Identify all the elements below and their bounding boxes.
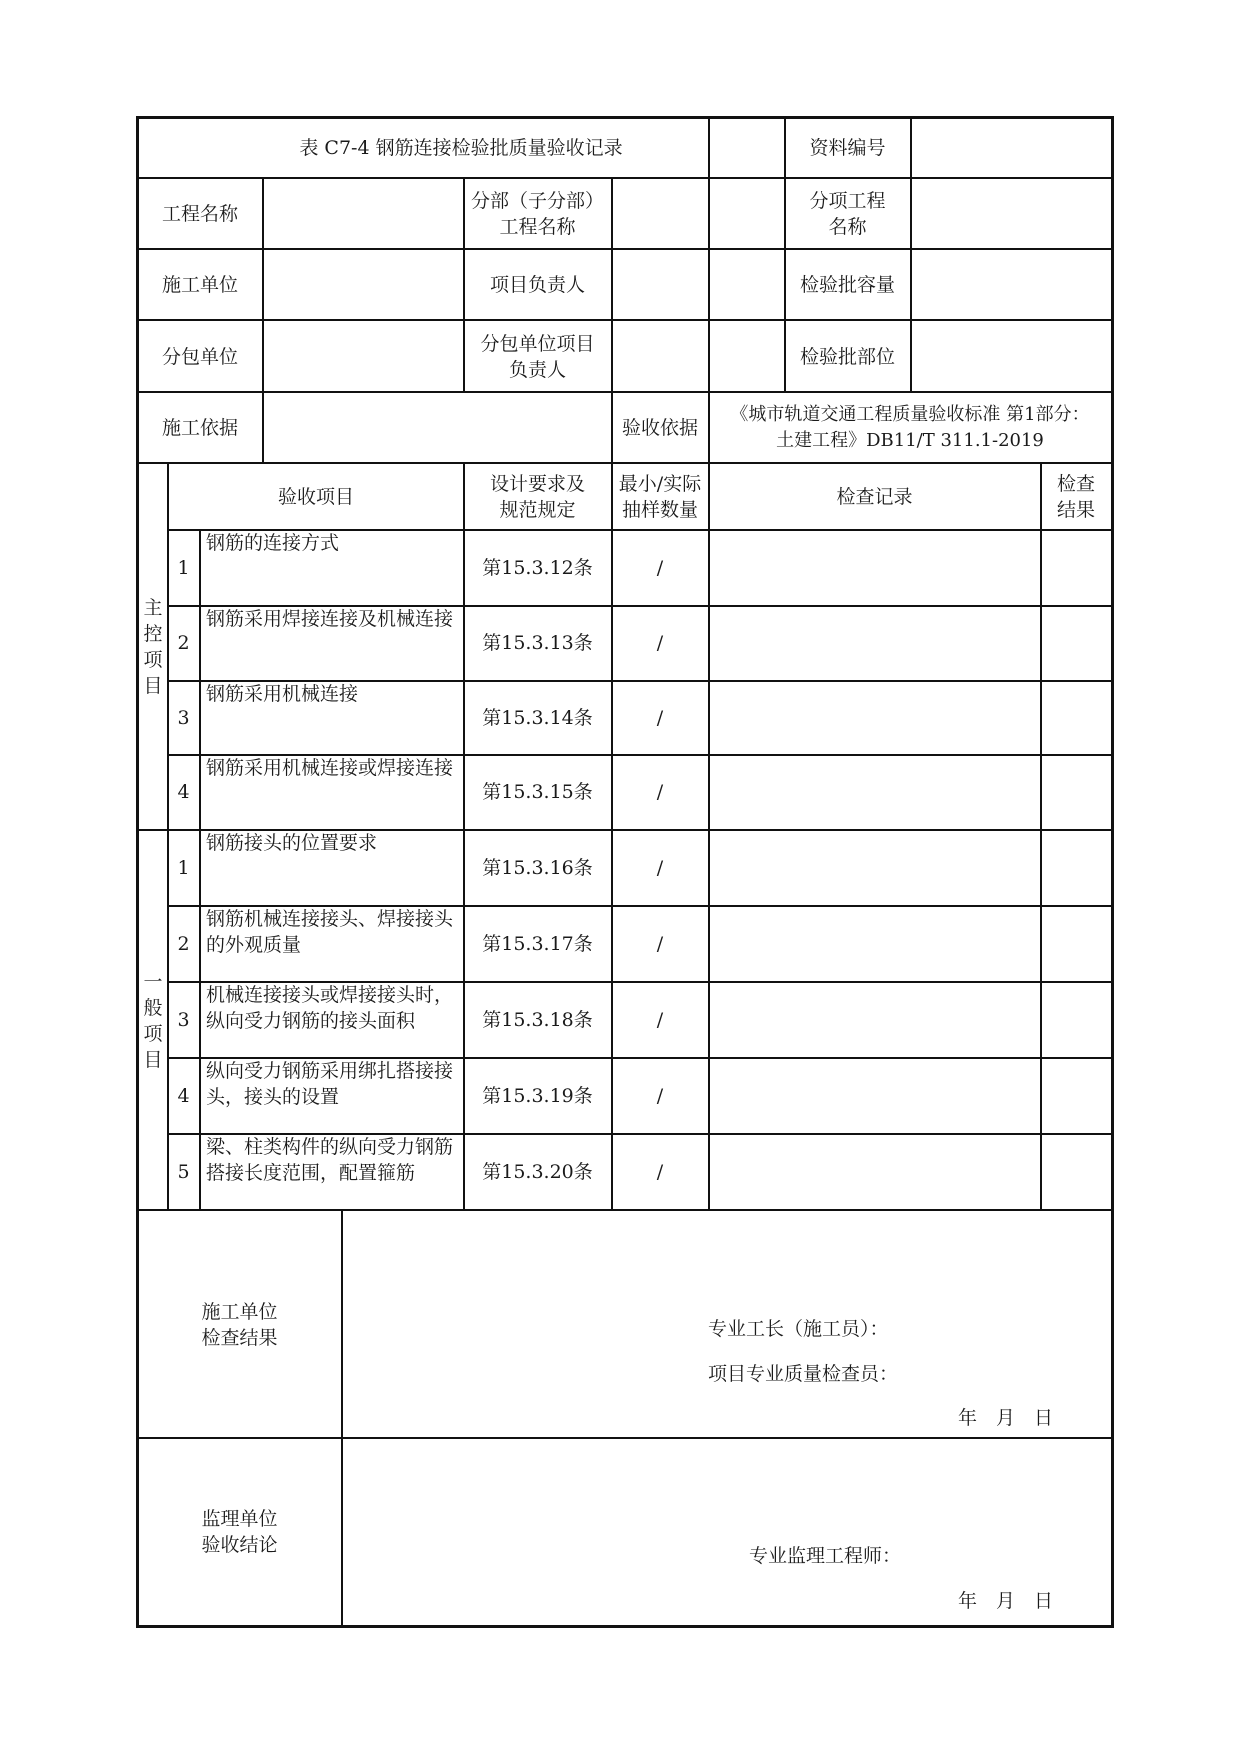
foreman-signature-label: 专业工长（施工员）： [708, 1318, 889, 1340]
batch-capacity-field[interactable] [911, 250, 1111, 320]
item-name [200, 1058, 463, 1133]
item-name-line: 搭接长度范围，配置箍筋 [206, 1162, 416, 1184]
project-manager-label: 项目负责人 [489, 274, 585, 296]
item-check-record[interactable] [709, 830, 1040, 905]
item-clause: 第15.3.13条 [482, 632, 593, 654]
item-sample-count[interactable]: / [656, 1008, 664, 1031]
item-sample-count[interactable]: / [656, 1160, 664, 1183]
item-name-line: 头，接头的设置 [206, 1086, 340, 1108]
item-check-result[interactable] [1041, 1058, 1111, 1133]
header-sample: 最小/实际 抽样数量 [618, 473, 702, 521]
item-name-line: 钢筋接头的位置要求 [206, 832, 378, 854]
item-clause: 第15.3.17条 [482, 932, 593, 955]
item-check-record[interactable] [709, 906, 1040, 981]
item-name [200, 606, 463, 680]
item-clause: 第15.3.16条 [482, 856, 593, 879]
sub-item-field[interactable] [911, 179, 1111, 249]
item-name-line: 钢筋采用焊接连接及机械连接 [206, 608, 454, 630]
item-clause: 第15.3.15条 [482, 781, 593, 803]
doc-no-field[interactable] [911, 118, 1111, 178]
item-name-line: 钢筋的连接方式 [206, 532, 340, 554]
item-number: 5 [177, 1160, 190, 1183]
sub-division-field[interactable] [612, 179, 784, 249]
header-design-req: 设计要求及 规范规定 [489, 473, 585, 521]
item-check-result[interactable] [1041, 982, 1111, 1057]
subcontract-unit-field[interactable] [263, 321, 463, 392]
general-group-label: 一 般 项 目 [143, 970, 163, 1071]
project-name-field[interactable] [263, 179, 463, 249]
item-sample-count[interactable]: / [656, 856, 664, 879]
construction-check-date: 年 月 日 [958, 1407, 1054, 1429]
sub-division-label: 分部（子分部） 工程名称 [470, 190, 604, 238]
batch-location-field[interactable] [911, 321, 1111, 392]
subcontract-unit-label: 分包单位 [161, 345, 238, 368]
item-clause: 第15.3.20条 [482, 1160, 593, 1183]
supervision-label: 监理单位 验收结论 [201, 1508, 278, 1556]
item-check-result[interactable] [1041, 1134, 1111, 1209]
main-control-group-label: 主 控 项 目 [143, 597, 163, 697]
quality-inspector-signature-label: 项目专业质量检查员： [708, 1363, 899, 1385]
construction-basis-label: 施工依据 [161, 417, 238, 439]
supervision-date: 年 月 日 [958, 1590, 1054, 1612]
item-check-result[interactable] [1041, 530, 1111, 605]
item-number: 1 [177, 556, 190, 579]
item-clause: 第15.3.18条 [482, 1008, 593, 1031]
item-name-line: 的外观质量 [206, 934, 302, 956]
item-name [200, 982, 463, 1057]
item-number: 3 [177, 1008, 190, 1031]
item-number: 1 [177, 856, 190, 879]
item-name [200, 906, 463, 981]
item-name-line: 纵向受力钢筋采用绑扎搭接接 [206, 1060, 454, 1082]
item-check-result[interactable] [1041, 606, 1111, 680]
header-record: 检查记录 [836, 486, 913, 508]
item-check-record[interactable] [709, 1134, 1040, 1209]
item-name [200, 681, 463, 754]
item-number: 2 [177, 932, 190, 955]
item-check-record[interactable] [709, 530, 1040, 605]
item-name [200, 530, 463, 605]
batch-location-label: 检验批部位 [799, 345, 895, 368]
subcontract-manager-label: 分包单位项目 负责人 [480, 332, 595, 381]
batch-capacity-label: 检验批容量 [799, 274, 895, 296]
item-name [200, 755, 463, 829]
construction-unit-label: 施工单位 [161, 274, 238, 296]
item-sample-count[interactable]: / [656, 556, 664, 579]
item-check-result[interactable] [1041, 681, 1111, 754]
item-name-line: 纵向受力钢筋的接头面积 [206, 1010, 416, 1032]
header-item: 验收项目 [277, 486, 354, 508]
item-check-record[interactable] [709, 1058, 1040, 1133]
item-check-result[interactable] [1041, 830, 1111, 905]
item-clause: 第15.3.12条 [482, 556, 593, 579]
item-sample-count[interactable]: / [656, 781, 664, 803]
acceptance-basis-value: 《城市轨道交通工程质量验收标准 第1部分： 土建工程》DB11/T 311.1-2019 [730, 404, 1090, 451]
item-clause: 第15.3.14条 [482, 706, 593, 729]
item-sample-count[interactable]: / [656, 632, 664, 654]
item-check-result[interactable] [1041, 755, 1111, 829]
acceptance-basis-label: 验收依据 [621, 417, 698, 439]
item-number: 3 [177, 706, 190, 729]
item-check-record[interactable] [709, 982, 1040, 1057]
doc-no-label: 资料编号 [809, 137, 886, 159]
construction-basis-field[interactable] [263, 393, 611, 463]
item-sample-count[interactable]: / [656, 706, 664, 729]
project-name-label: 工程名称 [161, 203, 238, 225]
item-name-line: 钢筋机械连接接头、焊接接头 [206, 908, 454, 930]
sub-item-label: 分项工程 名称 [809, 190, 886, 238]
item-name-line: 钢筋采用机械连接 [206, 683, 359, 705]
subcontract-manager-field[interactable] [612, 321, 784, 392]
item-name [200, 1134, 463, 1209]
item-name-line: 梁、柱类构件的纵向受力钢筋 [206, 1136, 454, 1158]
construction-unit-field[interactable] [263, 250, 463, 320]
item-number: 4 [177, 1084, 190, 1107]
item-check-record[interactable] [709, 681, 1040, 754]
item-sample-count[interactable]: / [656, 1084, 664, 1107]
item-clause: 第15.3.19条 [482, 1084, 593, 1107]
construction-check-label: 施工单位 检查结果 [201, 1300, 278, 1349]
item-check-record[interactable] [709, 606, 1040, 680]
form-title: 表 C7-4 钢筋连接检验批质量验收记录 [299, 137, 623, 159]
item-name-line: 机械连接接头或焊接接头时， [206, 984, 454, 1006]
project-manager-field[interactable] [612, 250, 784, 320]
item-name-line: 钢筋采用机械连接或焊接连接 [206, 757, 454, 779]
item-check-record[interactable] [709, 755, 1040, 829]
item-check-result[interactable] [1041, 906, 1111, 981]
supervision-engineer-signature-label: 专业监理工程师： [749, 1545, 902, 1567]
header-result: 检查 结果 [1056, 473, 1095, 521]
item-name [200, 830, 463, 905]
item-sample-count[interactable]: / [656, 932, 664, 955]
item-number: 2 [177, 632, 190, 654]
item-number: 4 [177, 781, 190, 803]
